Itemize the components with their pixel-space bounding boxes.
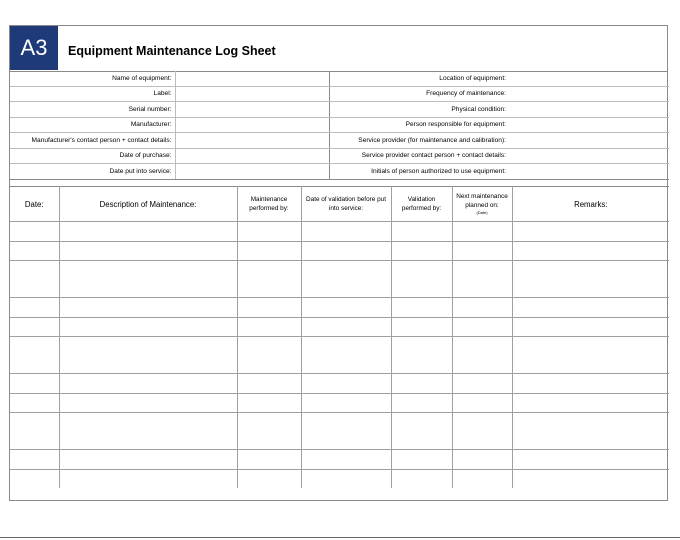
log-cell[interactable]	[10, 337, 59, 374]
log-row	[10, 374, 669, 394]
info-value-left[interactable]	[175, 71, 329, 86]
log-cell[interactable]	[10, 413, 59, 450]
sheet-title: Equipment Maintenance Log Sheet	[68, 44, 276, 58]
info-row	[10, 164, 669, 180]
log-cell[interactable]	[301, 298, 391, 318]
log-cell[interactable]	[391, 469, 452, 488]
info-value-right[interactable]	[509, 86, 669, 102]
log-row	[10, 450, 669, 470]
col-header-validation-date: Date of validation before put into service:	[301, 187, 391, 222]
log-cell[interactable]	[452, 317, 512, 337]
log-cell[interactable]	[452, 413, 512, 450]
info-value-right[interactable]	[509, 71, 669, 86]
info-value-left[interactable]	[175, 164, 329, 180]
info-value-right[interactable]	[509, 133, 669, 149]
log-cell[interactable]	[391, 317, 452, 337]
col-header-validation-by: Validation performed by:	[391, 187, 452, 222]
log-cell[interactable]	[237, 241, 301, 261]
equipment-info-table	[10, 71, 669, 180]
sheet-header	[10, 26, 667, 72]
log-cell[interactable]	[452, 261, 512, 298]
log-cell[interactable]	[59, 393, 237, 413]
log-cell[interactable]	[301, 469, 391, 488]
log-cell[interactable]	[10, 393, 59, 413]
next-planned-label: Next maintenance planned on:	[456, 193, 508, 209]
info-value-right[interactable]	[509, 164, 669, 180]
info-value-left[interactable]	[175, 117, 329, 133]
log-cell[interactable]	[59, 469, 237, 488]
log-cell[interactable]	[237, 222, 301, 242]
info-row	[10, 71, 669, 86]
log-cell[interactable]	[237, 337, 301, 374]
log-cell[interactable]	[452, 241, 512, 261]
log-cell[interactable]	[301, 450, 391, 470]
log-cell[interactable]	[237, 393, 301, 413]
log-cell[interactable]	[391, 241, 452, 261]
info-label-right: Physical condition:	[329, 102, 509, 118]
log-cell[interactable]	[391, 298, 452, 318]
log-cell[interactable]	[301, 261, 391, 298]
log-cell[interactable]	[301, 393, 391, 413]
info-label-right: Location of equipment:	[329, 71, 509, 86]
info-label-left: Label:	[10, 86, 175, 102]
log-sheet	[9, 25, 668, 501]
log-cell[interactable]	[301, 222, 391, 242]
log-cell[interactable]	[301, 241, 391, 261]
info-value-left[interactable]	[175, 102, 329, 118]
log-cell[interactable]	[59, 222, 237, 242]
log-cell[interactable]	[237, 261, 301, 298]
log-cell[interactable]	[59, 374, 237, 394]
info-value-left[interactable]	[175, 86, 329, 102]
log-cell[interactable]	[452, 393, 512, 413]
log-row	[10, 261, 669, 298]
log-cell[interactable]	[512, 413, 669, 450]
log-cell[interactable]	[512, 374, 669, 394]
log-cell[interactable]	[391, 413, 452, 450]
log-cell[interactable]	[391, 393, 452, 413]
col-header-remarks: Remarks:	[512, 187, 669, 222]
log-cell[interactable]	[10, 450, 59, 470]
log-cell[interactable]	[452, 469, 512, 488]
log-cell[interactable]	[59, 337, 237, 374]
info-label-right: Initials of person authorized to use equipment:	[329, 164, 509, 180]
col-header-performed-by: Maintenance performed by:	[237, 187, 301, 222]
info-label-left: Manufacturer's contact person + contact details:	[10, 133, 175, 149]
log-cell[interactable]	[237, 374, 301, 394]
log-cell[interactable]	[301, 337, 391, 374]
log-cell[interactable]	[59, 413, 237, 450]
log-row	[10, 469, 669, 488]
info-value-left[interactable]	[175, 133, 329, 149]
log-cell[interactable]	[59, 261, 237, 298]
log-cell[interactable]	[452, 450, 512, 470]
log-header-row	[10, 187, 669, 222]
col-header-next-planned	[452, 187, 512, 222]
info-label-right: Frequency of maintenance:	[329, 86, 509, 102]
log-cell[interactable]	[10, 374, 59, 394]
log-cell[interactable]	[10, 222, 59, 242]
log-row	[10, 317, 669, 337]
info-label-left: Name of equipment:	[10, 71, 175, 86]
info-label-left: Manufacturer:	[10, 117, 175, 133]
col-header-date: Date:	[10, 187, 59, 222]
info-label-left: Date put into service:	[10, 164, 175, 180]
log-cell[interactable]	[512, 298, 669, 318]
info-row	[10, 133, 669, 149]
log-cell[interactable]	[59, 317, 237, 337]
page-bottom-rule	[0, 537, 680, 538]
log-cell[interactable]	[59, 450, 237, 470]
log-cell[interactable]	[452, 337, 512, 374]
log-cell[interactable]	[391, 337, 452, 374]
log-cell[interactable]	[391, 374, 452, 394]
log-cell[interactable]	[512, 241, 669, 261]
log-cell[interactable]	[59, 241, 237, 261]
log-cell[interactable]	[237, 298, 301, 318]
log-cell[interactable]	[512, 393, 669, 413]
info-value-right[interactable]	[509, 117, 669, 133]
info-row	[10, 102, 669, 118]
log-cell[interactable]	[391, 450, 452, 470]
info-label-right: Person responsible for equipment:	[329, 117, 509, 133]
log-cell[interactable]	[301, 317, 391, 337]
log-cell[interactable]	[237, 469, 301, 488]
log-row	[10, 337, 669, 374]
next-planned-note: (Date)	[476, 210, 488, 215]
sheet-code-badge: A3	[10, 26, 58, 70]
log-cell[interactable]	[512, 261, 669, 298]
log-cell[interactable]	[452, 374, 512, 394]
col-header-description: Description of Maintenance:	[59, 187, 237, 222]
log-cell[interactable]	[512, 337, 669, 374]
log-cell[interactable]	[391, 222, 452, 242]
info-label-right: Service provider contact person + contact details:	[329, 148, 509, 164]
log-cell[interactable]	[512, 317, 669, 337]
info-label-right: Service provider (for maintenance and calibration):	[329, 133, 509, 149]
log-cell[interactable]	[59, 298, 237, 318]
log-row	[10, 222, 669, 242]
log-cell[interactable]	[10, 298, 59, 318]
log-cell[interactable]	[512, 450, 669, 470]
info-value-right[interactable]	[509, 148, 669, 164]
maintenance-log-table	[10, 186, 669, 488]
log-cell[interactable]	[237, 413, 301, 450]
log-row	[10, 393, 669, 413]
log-row	[10, 241, 669, 261]
log-cell[interactable]	[301, 413, 391, 450]
log-cell[interactable]	[10, 317, 59, 337]
log-cell[interactable]	[512, 469, 669, 488]
log-cell[interactable]	[452, 222, 512, 242]
log-cell[interactable]	[237, 450, 301, 470]
log-cell[interactable]	[10, 469, 59, 488]
log-row	[10, 298, 669, 318]
log-cell[interactable]	[512, 222, 669, 242]
info-row	[10, 148, 669, 164]
log-cell[interactable]	[10, 241, 59, 261]
info-row	[10, 117, 669, 133]
log-cell[interactable]	[301, 374, 391, 394]
info-label-left: Serial number:	[10, 102, 175, 118]
log-cell[interactable]	[391, 261, 452, 298]
log-cell[interactable]	[237, 317, 301, 337]
log-row	[10, 413, 669, 450]
info-value-right[interactable]	[509, 102, 669, 118]
info-row	[10, 86, 669, 102]
info-value-left[interactable]	[175, 148, 329, 164]
log-cell[interactable]	[10, 261, 59, 298]
log-cell[interactable]	[452, 298, 512, 318]
info-label-left: Date of purchase:	[10, 148, 175, 164]
